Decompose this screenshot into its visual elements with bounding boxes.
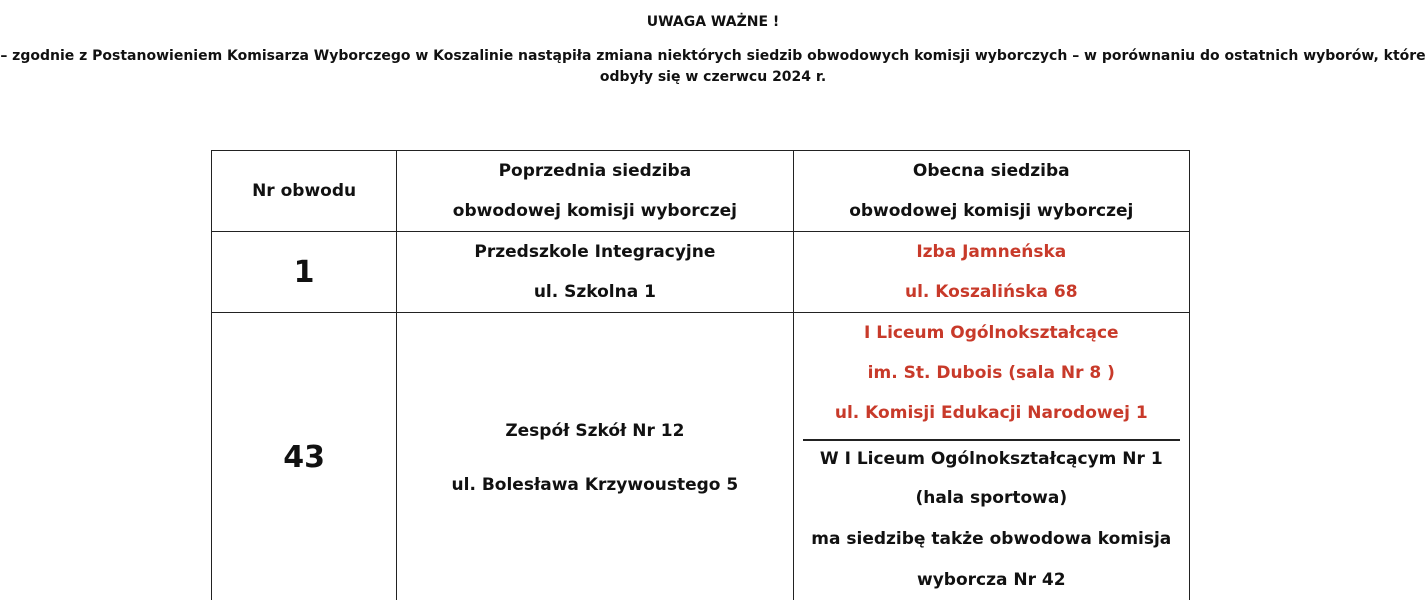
table-row [212,313,1190,600]
header-nr-obwodu: Nr obwodu [212,151,397,232]
previous-seat-address: ul. Bolesława Krzywoustego 5 [451,474,739,495]
header-previous-line-2: obwodowej komisji wyborczej [452,201,737,221]
table-header-row [212,151,1190,232]
current-seat-patron: im. St. Dubois (sala Nr 8 ) [867,363,1115,383]
note-line-3: ma siedzibę także obwodowa komisja [811,529,1172,549]
current-seat-name: Izba Jamneńska [916,242,1067,262]
header-current-line-1: Obecna siedziba [912,161,1070,181]
district-number-cell [212,313,397,600]
current-seat-cell [793,313,1189,600]
header-previous-line-1: Poprzednia siedziba [498,161,692,181]
current-seat-name: I Liceum Ogólnokształcące [864,323,1119,343]
previous-seat-cell [397,313,793,600]
district-number: 1 [293,254,315,290]
previous-seat-name: Zespół Szkół Nr 12 [505,420,685,441]
note-line-2: (hala sportowa) [915,488,1068,508]
district-number-cell [212,232,397,313]
notice-text-line-2: odbyły się w czerwcu 2024 r. [599,69,827,85]
previous-seat-address: ul. Szkolna 1 [533,282,656,302]
previous-seat-name: Przedszkole Integracyjne [474,242,716,262]
header-current-line-2: obwodowej komisji wyborczej [849,201,1134,221]
current-seat-address: ul. Koszalińska 68 [905,282,1078,302]
note-line-1: W I Liceum Ogólnokształcącym Nr 1 [819,449,1163,469]
district-number: 43 [283,440,325,475]
polling-stations-table [211,150,1190,600]
table-row [212,232,1190,313]
notice-text [0,46,1426,88]
note-line-4: wyborcza Nr 42 [917,570,1066,590]
previous-seat-cell [397,232,793,313]
notice-text-line-1: – zgodnie z Postanowieniem Komisarza Wyborczego w Koszalinie nastąpiła zmiana niektórych siedzib obwodowych komisji wyborczych – w porównaniu do ostatnich wyborów, które [0,48,1426,64]
header-previous-seat [397,151,793,232]
current-seat-cell [793,232,1189,313]
notice-title: UWAGA WAŻNE ! [646,14,780,30]
current-seat-address: ul. Komisji Edukacji Narodowej 1 [834,403,1148,423]
header-current-seat [793,151,1189,232]
